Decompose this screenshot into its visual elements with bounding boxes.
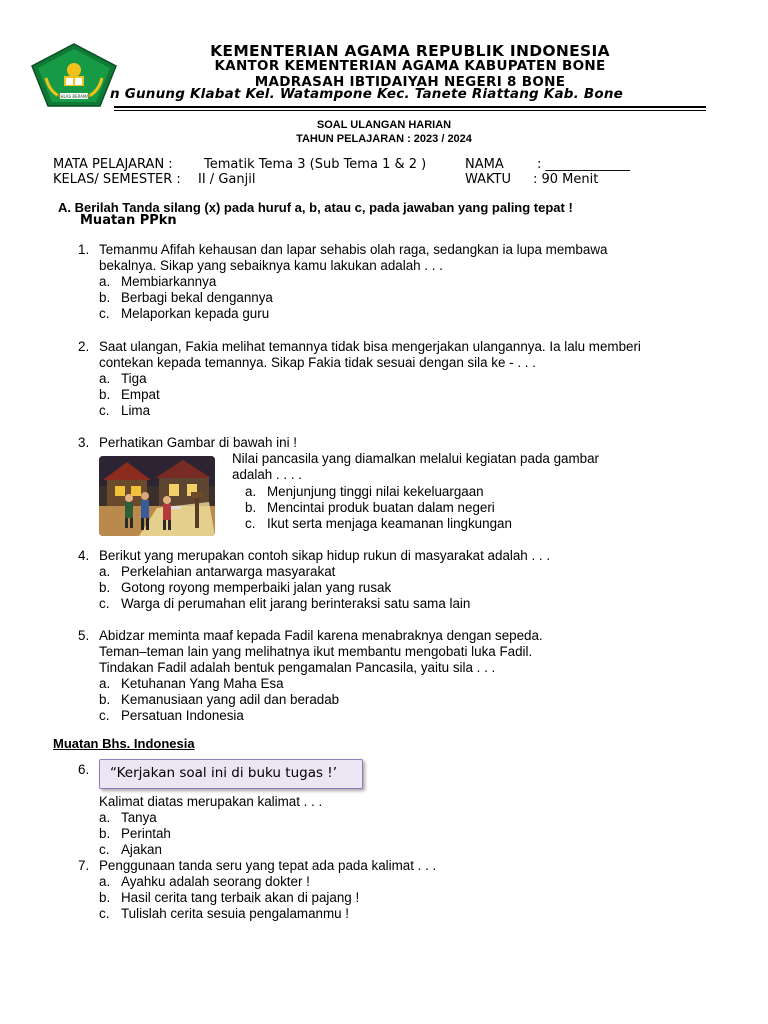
- ministry-title: KEMENTERIAN AGAMA REPUBLIK INDONESIA: [210, 42, 610, 60]
- question-text: [99, 242, 607, 274]
- option-item[interactable]: [99, 580, 391, 595]
- option-text: Ketuhanan Yang Maha Esa: [121, 676, 284, 691]
- header-rule-thick: [114, 106, 706, 108]
- option-letter: b.: [99, 580, 111, 595]
- school-address: n Gunung Klabat Kel. Watampone Kec. Tanete Riattang Kab. Bone: [110, 86, 623, 102]
- time-label: WAKTU: [465, 172, 512, 187]
- question-number: 5.: [78, 628, 90, 643]
- option-text: Lima: [121, 403, 151, 418]
- option-letter: b.: [99, 387, 111, 402]
- option-text: Gotong royong memperbaiki jalan yang rusak: [121, 580, 392, 595]
- option-letter: b.: [99, 826, 111, 841]
- quote-text: “Kerjakan soal ini di buku tugas !’: [110, 765, 338, 781]
- option-text: Menjunjung tinggi nilai kekeluargaan: [267, 484, 484, 499]
- letterhead: [0, 36, 768, 116]
- class-label: KELAS/ SEMESTER :: [53, 172, 181, 187]
- option-item[interactable]: [99, 826, 171, 841]
- office-title: KANTOR KEMENTERIAN AGAMA KABUPATEN BONE: [214, 58, 606, 74]
- question-line: Teman–teman lain yang melihatnya ikut membantu mengobati luka Fadil.: [99, 644, 533, 660]
- option-item[interactable]: [245, 516, 512, 531]
- option-letter: c.: [99, 906, 110, 921]
- option-text: Ikut serta menjaga keamanan lingkungan: [267, 516, 512, 531]
- option-text: Ajakan: [121, 842, 162, 857]
- question-line: bekalnya. Sikap yang sebaiknya kamu lakukan adalah . . .: [99, 258, 443, 274]
- question-number: 1.: [78, 242, 90, 257]
- option-text: Membiarkannya: [121, 274, 217, 289]
- option-item[interactable]: [99, 692, 339, 707]
- question-line: Tindakan Fadil adalah bentuk pengamalan Pancasila, yaitu sila . . .: [99, 660, 496, 676]
- section-bhs-indonesia: Muatan Bhs. Indonesia: [53, 736, 195, 751]
- option-letter: b.: [99, 290, 111, 305]
- option-item[interactable]: [99, 874, 310, 889]
- question-line: Abidzar meminta maaf kepada Fadil karena menabraknya dengan sepeda.: [99, 628, 543, 643]
- option-item[interactable]: [99, 290, 273, 305]
- option-letter: b.: [99, 890, 111, 905]
- option-text: Melaporkan kepada guru: [121, 306, 270, 321]
- option-item[interactable]: [99, 708, 244, 723]
- option-item[interactable]: [99, 810, 157, 825]
- option-text: Tiga: [121, 371, 147, 386]
- option-letter: c.: [99, 708, 110, 723]
- question-number: 6.: [78, 762, 90, 777]
- logo-caption: IKHLAS BERAMAL: [56, 94, 92, 99]
- name-label: NAMA: [465, 157, 504, 172]
- option-item[interactable]: [99, 564, 335, 579]
- quote-callout: [99, 759, 363, 789]
- academic-year: TAHUN PELAJARAN : 2023 / 2024: [296, 133, 472, 145]
- option-letter: a.: [99, 564, 111, 579]
- option-text: Tanya: [121, 810, 157, 825]
- option-letter: c.: [99, 403, 110, 418]
- question-line: Penggunaan tanda seru yang tepat ada pada kalimat . . .: [99, 858, 437, 873]
- question-line: Perhatikan Gambar di bawah ini !: [99, 435, 297, 450]
- subject-value: Tematik Tema 3 (Sub Tema 1 & 2 ): [204, 157, 427, 172]
- option-item[interactable]: [99, 387, 160, 402]
- option-text: Empat: [121, 387, 160, 402]
- time-value: : 90 Menit: [533, 172, 599, 187]
- option-letter: a.: [99, 676, 111, 691]
- option-item[interactable]: [99, 371, 147, 386]
- question-number: 3.: [78, 435, 90, 450]
- option-item[interactable]: [99, 403, 150, 418]
- option-letter: a.: [245, 484, 257, 499]
- option-text: Tulislah cerita sesuia pengalamanmu !: [121, 906, 350, 921]
- option-text: Ayahku adalah seorang dokter !: [121, 874, 310, 889]
- option-letter: b.: [99, 692, 111, 707]
- option-letter: a.: [99, 874, 111, 889]
- school-name: MADRASAH IBTIDAIYAH NEGERI 8 BONE: [254, 74, 566, 90]
- option-letter: a.: [99, 371, 111, 386]
- option-letter: a.: [99, 810, 111, 825]
- exam-title: SOAL ULANGAN HARIAN: [316, 119, 452, 131]
- question-line: Nilai pancasila yang diamalkan melalui kegiatan pada gambar: [232, 451, 599, 466]
- question-line: Temanmu Afifah kehausan dan lapar sehabis olah raga, sedangkan ia lupa membawa: [99, 242, 608, 257]
- question-text: [99, 628, 543, 677]
- question-number: 2.: [78, 339, 90, 354]
- option-item[interactable]: [99, 890, 359, 905]
- option-item[interactable]: [99, 274, 216, 289]
- question-line: adalah . . . .: [232, 467, 302, 482]
- question-number: 4.: [78, 548, 90, 563]
- class-value: II / Ganjil: [198, 172, 256, 187]
- option-text: Warga di perumahan elit jarang berinteraksi satu sama lain: [121, 596, 471, 611]
- option-letter: b.: [245, 500, 257, 515]
- option-text: Perintah: [121, 826, 171, 841]
- option-item[interactable]: [99, 906, 349, 921]
- question-line: Saat ulangan, Fakia melihat temannya tidak bisa mengerjakan ulangannya. Ia lalu memberi: [99, 339, 641, 354]
- section-instruction: A. Berilah Tanda silang (x) pada huruf a, b, atau c, pada jawaban yang paling tepat !: [58, 200, 573, 215]
- option-text: Berbagi bekal dengannya: [121, 290, 273, 305]
- name-field: : _____________: [537, 157, 631, 172]
- night-patrol-illustration: [99, 456, 215, 536]
- option-item[interactable]: [99, 596, 470, 611]
- option-text: Hasil cerita tang terbaik akan di pajang !: [121, 890, 360, 905]
- section-ppkn: Muatan PPkn: [80, 213, 177, 228]
- question-line: contekan kepada temannya. Sikap Fakia tidak sesuai dengan sila ke - . . .: [99, 355, 536, 371]
- header-rule-thin: [114, 110, 706, 111]
- option-letter: c.: [245, 516, 256, 531]
- option-item[interactable]: [99, 306, 269, 321]
- question-text: [99, 339, 641, 371]
- option-letter: c.: [99, 596, 110, 611]
- question-line: Berikut yang merupakan contoh sikap hidup rukun di masyarakat adalah . . .: [99, 548, 551, 563]
- option-text: Perkelahian antarwarga masyarakat: [121, 564, 336, 579]
- subject-label: MATA PELAJARAN :: [53, 157, 173, 172]
- option-letter: a.: [99, 274, 111, 289]
- option-letter: c.: [99, 306, 110, 321]
- option-item[interactable]: [99, 676, 284, 691]
- option-letter: c.: [99, 842, 110, 857]
- option-text: Mencintai produk buatan dalam negeri: [267, 500, 495, 515]
- option-item[interactable]: [245, 484, 484, 499]
- question-number: 7.: [78, 858, 90, 873]
- option-text: Persatuan Indonesia: [121, 708, 244, 723]
- option-item[interactable]: [245, 500, 495, 515]
- option-text: Kemanusiaan yang adil dan beradab: [121, 692, 340, 707]
- option-item[interactable]: [99, 842, 162, 857]
- question-line: Kalimat diatas merupakan kalimat . . .: [99, 794, 323, 809]
